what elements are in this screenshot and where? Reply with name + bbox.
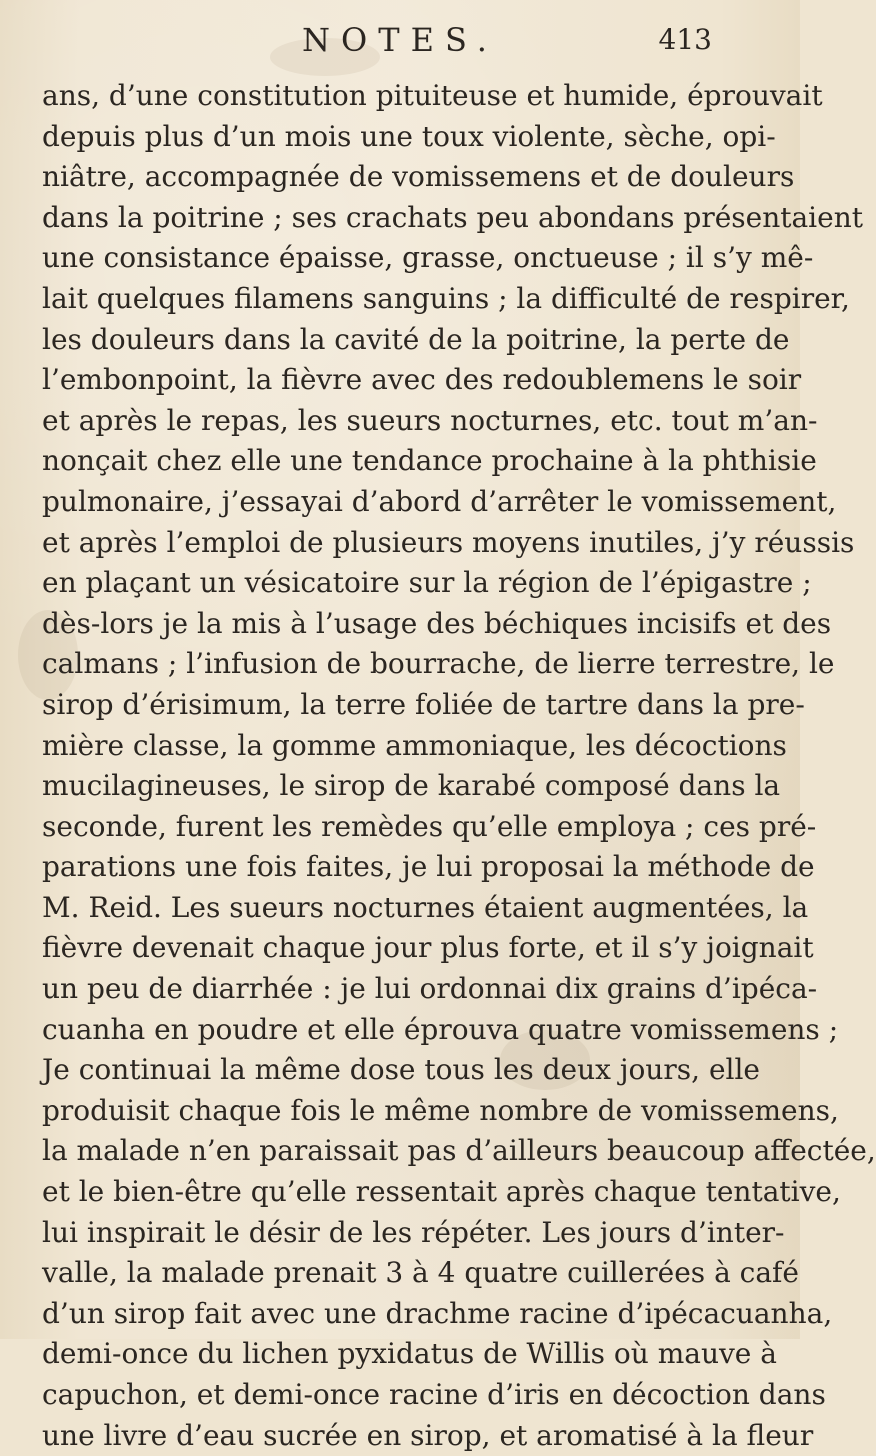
text-line: et le bien-être qu’elle ressentait après chaque tentative, — [42, 1175, 841, 1209]
text-line: M. Reid. Les sueurs nocturnes étaient augmentées, la — [42, 890, 809, 924]
text-line: en plaçant un vésicatoire sur la région de l’épigastre ; — [42, 566, 812, 600]
text-line: un peu de diarrhée : je lui ordonnai dix grains d’ipéca- — [42, 972, 818, 1006]
text-line: capuchon, et demi-once racine d’iris en décoction dans — [42, 1378, 826, 1411]
text-line: dans la poitrine ; ses crachats peu abondans présentaient — [42, 200, 863, 234]
text-line: et après l’emploi de plusieurs moyens inutiles, j’y réussis — [42, 525, 855, 559]
text-line: sirop d’érisimum, la terre foliée de tartre dans la pre- — [42, 687, 805, 721]
header-title: NOTES. — [302, 21, 498, 59]
text-line: et après le repas, les sueurs nocturnes, etc. tout m’an- — [42, 403, 818, 437]
text-line: mucilagineuses, le sirop de karabé composé dans la — [42, 769, 781, 803]
text-line: une livre d’eau sucrée en sirop, et aromatisé à la fleur — [42, 1418, 814, 1452]
text-line: produisit chaque fois le même nombre de vomissemens, — [42, 1093, 839, 1127]
text-line: niâtre, accompagnée de vomissemens et de douleurs — [42, 160, 795, 194]
text-line: d’un sirop fait avec une drachme racine d’ipécacuanha, — [42, 1296, 833, 1330]
text-line: mière classe, la gomme ammoniaque, les décoctions — [42, 728, 787, 762]
text-line: demi-once du lichen pyxidatus de Willis où mauve à — [42, 1337, 777, 1371]
text-line: la malade n’en paraissait pas d’ailleurs beaucoup affectée, — [42, 1134, 876, 1168]
text-line: Je continuai la même dose tous les deux jours, elle — [42, 1053, 761, 1087]
text-line: une consistance épaisse, grasse, onctueuse ; il s’y mê- — [42, 241, 814, 275]
text-line: fièvre devenait chaque jour plus forte, et il s’y joignait — [42, 931, 814, 965]
text-line: nonçait chez elle une tendance prochaine à la phthisie — [42, 444, 817, 478]
text-line: lait quelques filamens sanguins ; la difficulté de respirer, — [42, 281, 850, 315]
text-line: seconde, furent les remèdes qu’elle employa ; ces pré- — [42, 809, 817, 843]
text-line: valle, la malade prenait 3 à 4 quatre cuillerées à café — [42, 1256, 799, 1290]
text-line: cuanha en poudre et elle éprouva quatre vomissemens ; — [42, 1012, 839, 1046]
text-line: lui inspirait le désir de les répéter. Les jours d’inter- — [42, 1215, 785, 1249]
text-line: pulmonaire, j’essayai d’abord d’arrêter le vomissement, — [42, 484, 837, 518]
text-line: depuis plus d’un mois une toux violente, sèche, opi- — [42, 119, 776, 153]
text-line: ans, d’une constitution pituiteuse et humide, éprouvait — [42, 79, 823, 112]
text-line: parations une fois faites, je lui proposai la méthode de — [42, 850, 815, 884]
text-line: dès-lors je la mis à l’usage des béchiques incisifs et des — [42, 606, 832, 640]
text-line: calmans ; l’infusion de bourrache, de lierre terrestre, le — [42, 647, 835, 681]
page-number: 413 — [658, 23, 712, 56]
running-header — [0, 16, 800, 64]
body-text — [42, 76, 876, 1456]
text-line: l’embonpoint, la fièvre avec des redoublemens le soir — [42, 363, 802, 397]
text-line: les douleurs dans la cavité de la poitrine, la perte de — [42, 322, 790, 356]
